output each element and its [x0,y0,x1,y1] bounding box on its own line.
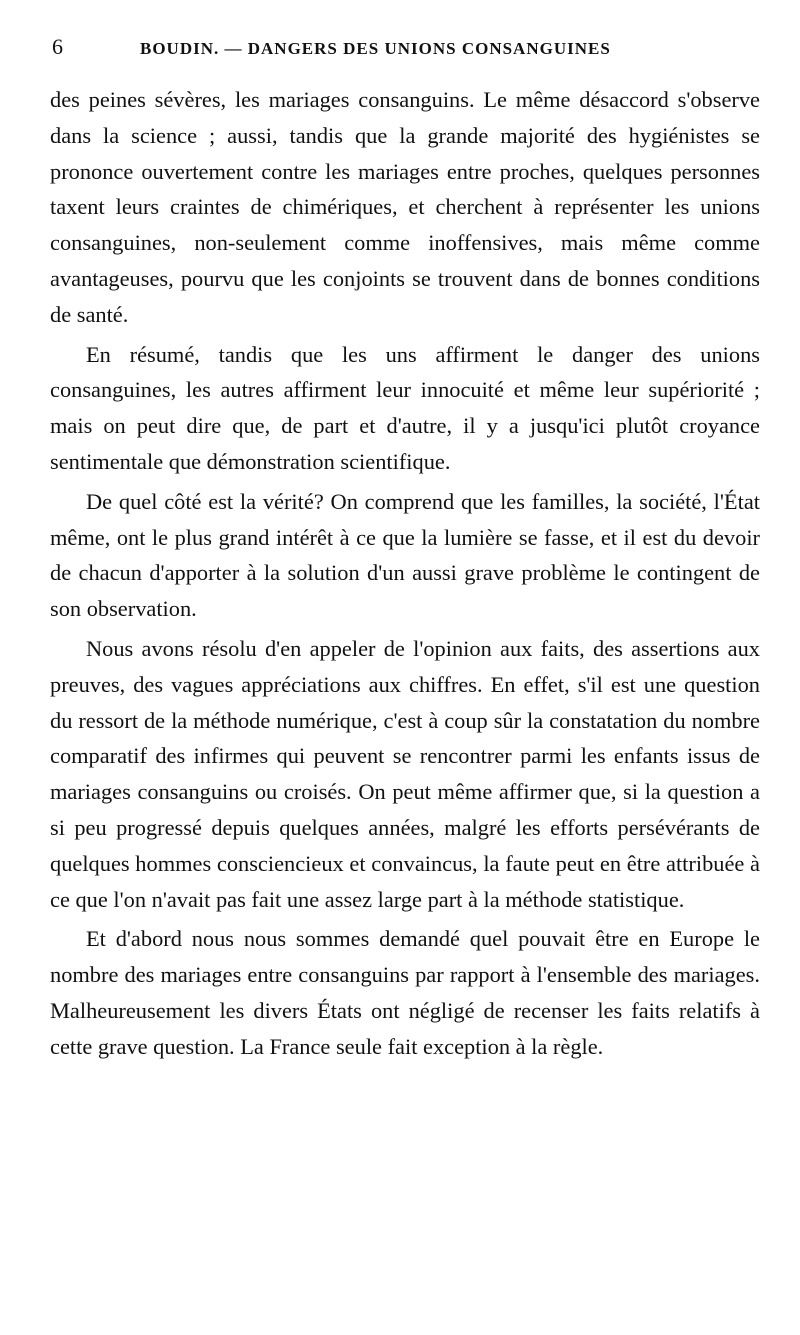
paragraph: Et d'abord nous nous sommes demandé quel pouvait être en Europe le nombre des mariages entre consanguins par rapport à l'ensemble des mariages. Malheureusement les divers États ont négligé de recenser les faits relatifs à cette grave question. La France seule fait exception à la règle. [50,926,760,1059]
paragraph: Nous avons résolu d'en appeler de l'opinion aux faits, des assertions aux preuves, des vagues appréciations aux chiffres. En effet, s'il est une question du ressort de la méthode numérique, c'est à coup sûr la constatation du nombre comparatif des infirmes qui peuvent se rencontrer parmi les enfants issus de mariages consanguins ou croisés. On peut même affirmer que, si la question a si peu progressé depuis quelques années, malgré les efforts persévérants de quelques hommes consciencieux et convaincus, la faute peut en être attribuée à ce que l'on n'avait pas fait une assez large part à la méthode statistique. [50,635,760,912]
paragraph: De quel côté est la vérité? On comprend que les familles, la société, l'État même, ont le plus grand intérêt à ce que la lumière se fasse, et il est du devoir de chacun d'apporter à la solution d'un aussi grave problème le contingent de son observation. [50,488,760,622]
page-number: 6 [52,34,64,59]
page-header [50,34,760,72]
paragraph: En résumé, tandis que les uns affirment le danger des unions consanguines, les autres affirment leur innocuité et même leur supériorité ; mais on peut dire que, de part et d'autre, il y a jusqu'ici plutôt croyance sentimentale que démonstration scientifique. [50,341,760,474]
body-text [50,82,760,1065]
running-head: BOUDIN. — DANGERS DES UNIONS CONSANGUINES [140,39,611,58]
paragraph: des peines sévères, les mariages consanguins. Le même désaccord s'observe dans la science ; aussi, tandis que la grande majorité des hygiénistes se prononce ouvertement contre les mariages entre proches, quelques personnes taxent leurs craintes de chimériques, et cherchent à représenter les unions consanguines, non-seulement comme inoffensives, mais même comme avantageuses, pourvu que les conjoints se trouvent dans de bonnes conditions de santé. [50,87,760,327]
